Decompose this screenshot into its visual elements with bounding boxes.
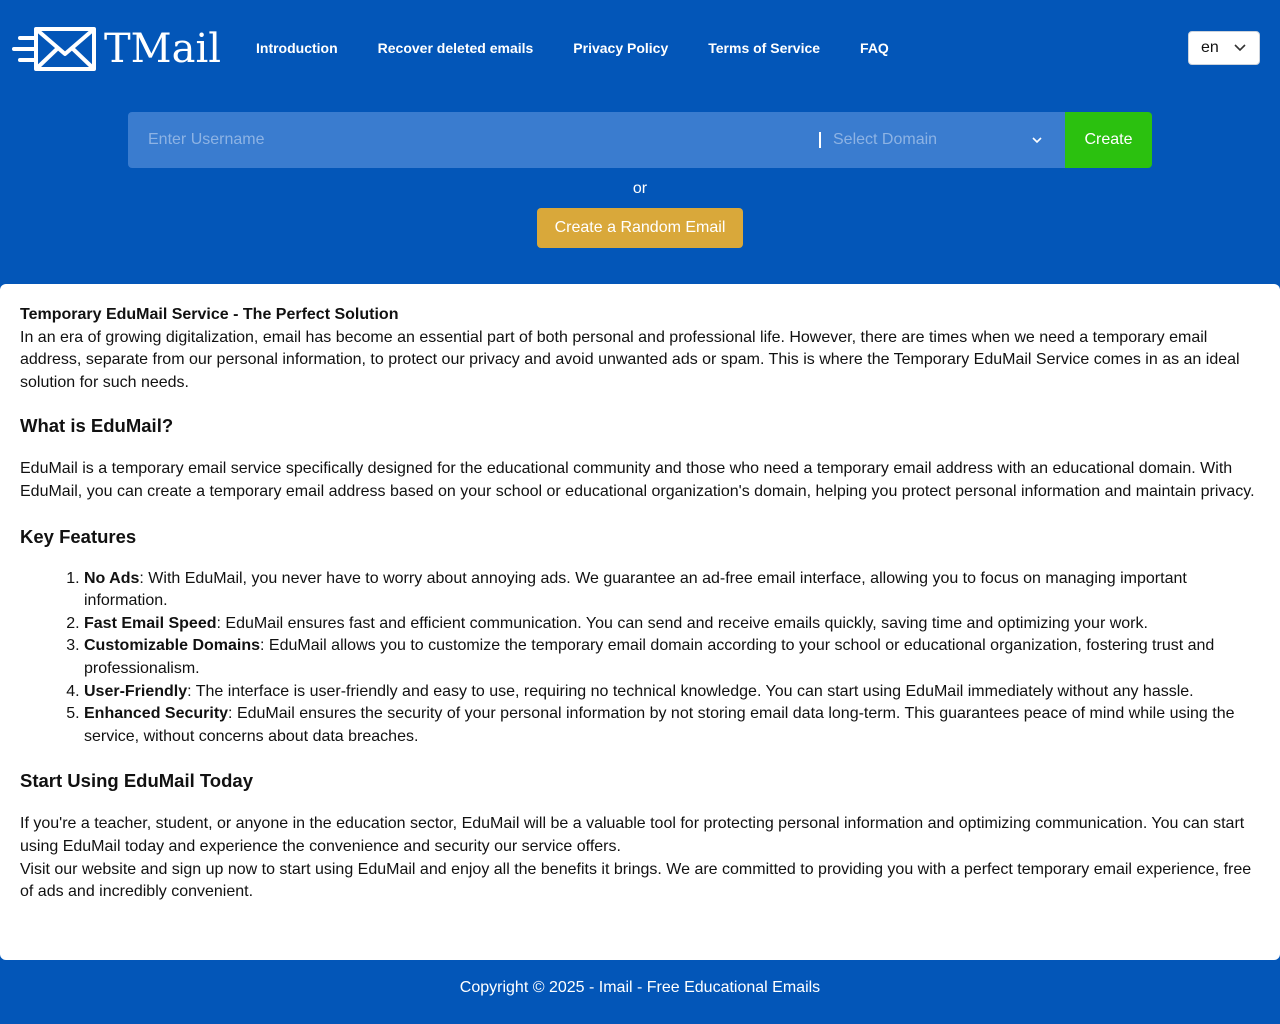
main-nav <box>256 38 929 58</box>
feature-text: : With EduMail, you never have to worry about annoying ads. We guarantee an ad-free email interface, allowing you to focus on managing important information. <box>84 569 1187 610</box>
section-heading-what-is-edumail: What is EduMail? <box>20 415 174 437</box>
logo[interactable] <box>12 26 221 72</box>
header <box>0 0 1280 96</box>
feature-title: Fast Email Speed <box>84 614 217 632</box>
language-value: en <box>1201 39 1219 56</box>
section-text-what-is-edumail: EduMail is a temporary email service specifically designed for the educational community and those who need a temporary email address with an educational domain. With EduMail, you can create a temporary email address based on your school or educational organization's domain, helping you protect personal information and maintain privacy. <box>20 460 1255 500</box>
article-intro-text: In an era of growing digitalization, email has become an essential part of both personal and professional life. However, there are times when we need a temporary email address, separate from our personal information, to protect our privacy and avoid unwanted ads or spam. This is where the Temporary EduMail Service comes in as an ideal solution for such needs. <box>20 328 1240 391</box>
section-heading-key-features: Key Features <box>20 525 137 547</box>
feature-text: : EduMail ensures fast and efficient communication. You can send and receive emails quickly, saving time and optimizing your work. <box>216 614 1148 632</box>
nav-privacy-policy[interactable]: Privacy Policy <box>573 40 669 56</box>
feature-title: User-Friendly <box>84 682 188 700</box>
feature-text: : The interface is user-friendly and easy to use, requiring no technical knowledge. You can start using EduMail immediately without any hassle. <box>187 682 1194 700</box>
section-text-start-using: If you're a teacher, student, or anyone in the education sector, EduMail will be a valuable tool for protecting personal information and optimizing communication. You can start using EduMail today and experience the convenience and security our service offers. <box>20 815 1245 855</box>
feature-title: Customizable Domains <box>84 637 261 655</box>
nav-introduction[interactable]: Introduction <box>256 40 338 56</box>
create-random-email-button[interactable]: Create a Random Email <box>537 208 743 248</box>
article-intro-title: Temporary EduMail Service - The Perfect Solution <box>20 306 399 323</box>
list-item <box>84 703 1260 748</box>
language-select[interactable] <box>1188 31 1260 65</box>
domain-select-placeholder: Select Domain <box>833 131 938 148</box>
footer-copyright: Copyright © 2025 - Imail - Free Educational Emails <box>459 979 821 996</box>
domain-select[interactable] <box>819 112 1065 168</box>
nav-terms-of-service[interactable]: Terms of Service <box>708 40 821 56</box>
feature-title: Enhanced Security <box>84 705 229 723</box>
brand-name: TMail <box>104 26 222 72</box>
feature-text: : EduMail allows you to customize the temporary email domain according to your school or educational organization, fostering trust and professionalism. <box>84 637 1215 677</box>
username-input[interactable] <box>128 112 819 168</box>
feature-text: : EduMail ensures the security of your personal information by not storing email data long-term. This guarantees peace of mind while using the service, without concerns about data breaches. <box>84 705 1235 745</box>
nav-faq[interactable]: FAQ <box>860 40 889 56</box>
or-separator: or <box>632 180 648 197</box>
list-item <box>84 568 1260 613</box>
field-divider <box>819 132 821 148</box>
list-item <box>84 681 1260 704</box>
article <box>0 284 1280 960</box>
features-list <box>84 568 1260 749</box>
envelope-speed-icon <box>12 26 98 72</box>
section-heading-start-using: Start Using EduMail Today <box>20 770 253 792</box>
nav-recover-deleted-emails[interactable]: Recover deleted emails <box>377 40 534 56</box>
create-button[interactable]: Create <box>1065 112 1152 168</box>
list-item <box>84 613 1260 636</box>
list-item <box>84 635 1260 680</box>
section-text-sign-up: Visit our website and sign up now to start using EduMail and enjoy all the benefits it brings. We are committed to providing you with a perfect temporary email experience, free of ads and incredibly convenient. <box>20 860 1252 901</box>
create-email-form <box>128 112 1152 168</box>
feature-title: No Ads <box>84 569 140 587</box>
chevron-down-icon <box>1031 134 1043 146</box>
chevron-down-icon <box>1233 41 1247 55</box>
